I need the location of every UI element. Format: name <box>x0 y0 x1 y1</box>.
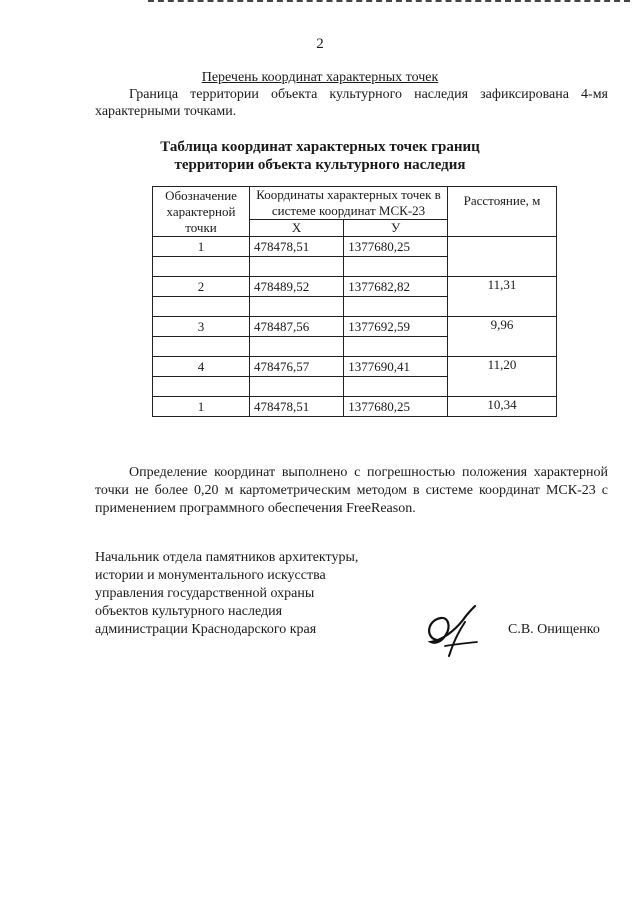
header-x: X <box>250 220 344 237</box>
intro-paragraph: Граница территории объекта культурного наследия зафиксирована 4-мя характерными точками. <box>95 87 608 119</box>
empty-cell <box>344 337 448 357</box>
table-row-point <box>153 397 557 417</box>
coord-x: 478478,51 <box>250 397 344 417</box>
coord-x: 478489,52 <box>250 277 344 297</box>
distance-value: 11,20 <box>448 357 557 397</box>
top-edge-line <box>148 0 630 2</box>
empty-cell <box>250 297 344 317</box>
header-y: У <box>344 220 448 237</box>
accuracy-note: Определение координат выполнено с погрешностью положения характерной точки не более 0,20 м картометрическим методом в системе координат МСК-23 с применением программного обеспечения FreeReason. <box>95 465 608 516</box>
position-line: управления государственной охраны <box>95 586 315 601</box>
point-id: 2 <box>153 277 250 297</box>
table-row-point <box>153 237 557 257</box>
table-title-line-2: территории объекта культурного наследия <box>174 157 466 173</box>
coord-y: 1377690,41 <box>344 357 448 377</box>
position-line: Начальник отдела памятников архитектуры, <box>95 550 359 565</box>
table-title <box>0 138 640 174</box>
empty-cell <box>153 377 250 397</box>
header-distance: Расстояние, м <box>448 187 557 237</box>
signatory-position <box>95 549 425 639</box>
coord-x: 478476,57 <box>250 357 344 377</box>
table-row-point <box>153 357 557 377</box>
empty-cell <box>344 377 448 397</box>
coord-y: 1377682,82 <box>344 277 448 297</box>
coordinates-table <box>152 186 557 417</box>
position-line: истории и монументального искусства <box>95 568 326 583</box>
coord-y: 1377692,59 <box>344 317 448 337</box>
empty-cell <box>153 257 250 277</box>
section-title: Перечень координат характерных точек <box>201 70 439 85</box>
table-row-point <box>153 277 557 297</box>
coord-y: 1377680,25 <box>344 237 448 257</box>
distance-value: 9,96 <box>448 317 557 357</box>
handwritten-signature <box>415 600 485 660</box>
position-line: администрации Краснодарского края <box>95 622 317 637</box>
empty-cell <box>344 297 448 317</box>
empty-cell <box>250 337 344 357</box>
coord-y: 1377680,25 <box>344 397 448 417</box>
point-id: 3 <box>153 317 250 337</box>
point-id: 1 <box>153 397 250 417</box>
distance-value: 11,31 <box>448 277 557 317</box>
header-coordinates: Координаты характерных точек в системе координат МСК-23 <box>250 187 448 220</box>
signer-name: С.В. Онищенко <box>508 622 600 637</box>
empty-cell <box>153 297 250 317</box>
position-line: объектов культурного наследия <box>95 604 283 619</box>
coord-x: 478487,56 <box>250 317 344 337</box>
page-number: 2 <box>316 36 324 52</box>
table-header-row <box>153 187 557 220</box>
empty-cell <box>153 337 250 357</box>
distance-empty <box>448 237 557 277</box>
point-id: 4 <box>153 357 250 377</box>
distance-value: 10,34 <box>448 397 557 417</box>
point-id: 1 <box>153 237 250 257</box>
coord-x: 478478,51 <box>250 237 344 257</box>
empty-cell <box>250 257 344 277</box>
table-title-line-1: Таблица координат характерных точек границ <box>160 139 480 155</box>
empty-cell <box>250 377 344 397</box>
table-row-point <box>153 317 557 337</box>
header-point-designation: Обозначение характерной точки <box>153 187 250 237</box>
empty-cell <box>344 257 448 277</box>
